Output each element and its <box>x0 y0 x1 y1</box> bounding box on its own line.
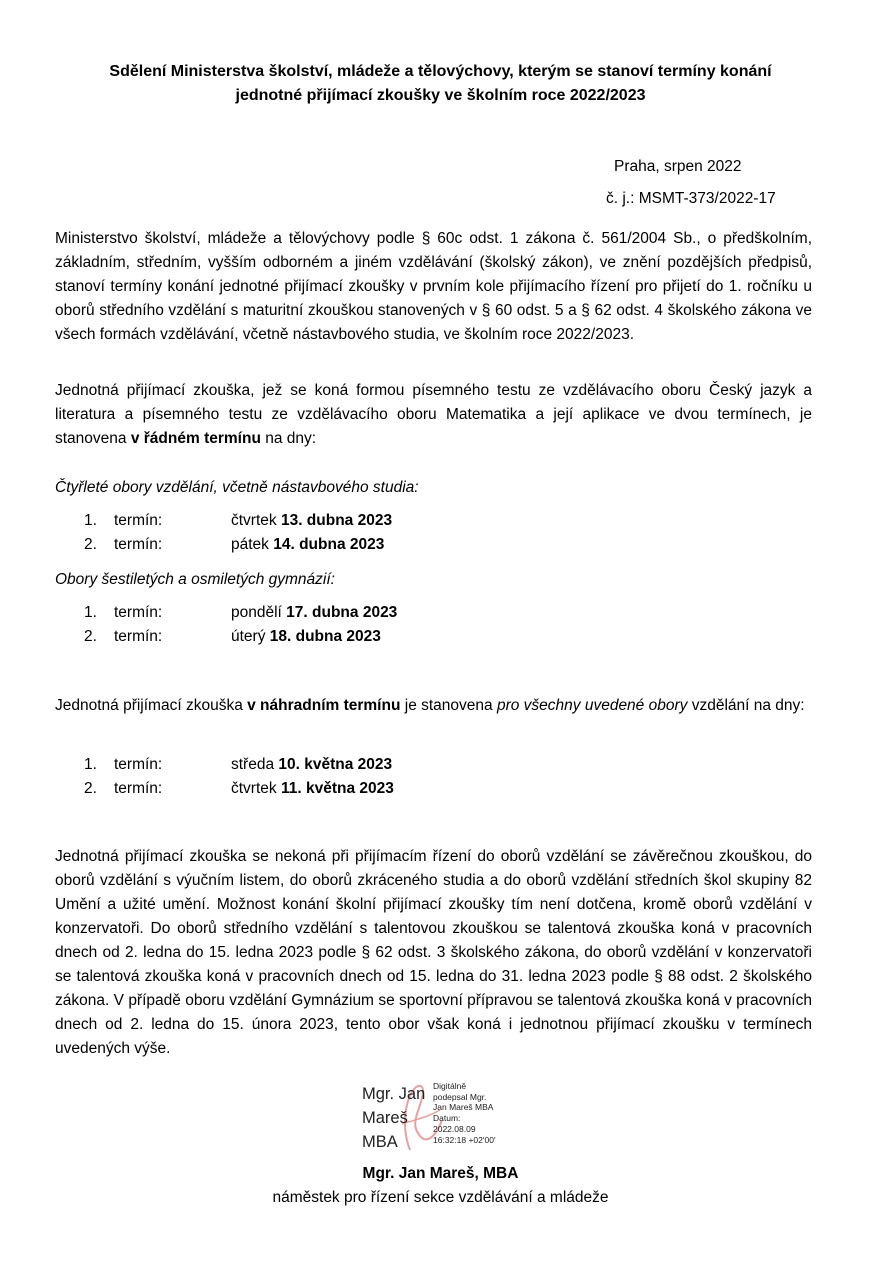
paragraph-regular-term-text: Jednotná přijímací zkouška, jež se koná formou písemného testu ze vzdělávacího oboru Český jazyk a literatura a písemného testu ze vzdělávacího oboru Matematika a její aplikace ve dvou termínech, je stanovena <box>55 382 812 447</box>
list-item-date <box>231 778 394 800</box>
weekday: středa <box>231 756 279 773</box>
section-four-year-heading: Čtyřleté obory vzdělání, včetně nástavbového studia: <box>55 479 419 496</box>
list-item-number: 2. <box>84 536 97 553</box>
regular-term-emphasis: v řádném termínu <box>130 430 261 447</box>
list-item-label: termín: <box>114 756 163 773</box>
weekday: pondělí <box>231 604 287 621</box>
section-gymnasium-heading: Obory šestiletých a osmiletých gymnázií: <box>55 571 335 588</box>
document-title <box>40 60 841 108</box>
signature-name-line: Mgr. Jan <box>362 1085 426 1103</box>
signature-detail-line: Jan Mareš MBA <box>433 1102 494 1113</box>
list-item-number: 2. <box>84 628 97 645</box>
list-item-number: 1. <box>84 512 97 529</box>
reference-number: č. j.: MSMT-373/2022-17 <box>606 190 776 207</box>
list-item-date <box>231 626 381 648</box>
paragraph-exceptions: Jednotná přijímací zkouška se nekoná při přijímacím řízení do oborů vzdělání se závěrečnou zkouškou, do oborů vzdělání s výučním listem, do oborů zkráceného studia a do oborů vzdělání středních škol skupiny 82 Umění a užité umění. Možnost konání školní přijímací zkoušky tím není dotčena, kromě oborů vzdělání v konzervatoři. Do oborů středního vzdělání s talentovou zkouškou se talentová zkouška koná v pracovních dnech od 2. ledna do 15. ledna 2023 podle § 62 odst. 3 školského zákona, do oborů vzdělání v konzervatoři se talentová zkouška koná v pracovních dnech od 15. ledna do 31. ledna 2023 podle § 88 odst. 2 školského zákona. V případě oboru vzdělání Gymnázium se sportovní přípravou se talentová zkouška koná v pracovních dnech od 2. ledna do 15. února 2023, tento obor však koná i jednotnou přijímací zkoušku v termínech uvedených výše. <box>55 848 812 1057</box>
paragraph-intro: Ministerstvo školství, mládeže a tělovýchovy podle § 60c odst. 1 zákona č. 561/2004 Sb., o předškolním, základním, středním, vyšším odborném a jiném vzdělávání (školský zákon), ve znění pozdějších předpisů, stanoví termíny konání jednotné přijímací zkoušky v prvním kole přijímacího řízení pro přijetí do 1. ročníku u oborů středního vzdělání s maturitní zkouškou stanovených v § 60 odst. 5 a § 62 odst. 4 školského zákona ve všech formách vzdělávání, včetně nástavbového studia, ve školním roce 2022/2023. <box>55 230 812 343</box>
list-item-date <box>231 602 397 624</box>
list-item-date <box>231 754 392 776</box>
signature-detail-line: Datum: <box>433 1113 461 1124</box>
title-line-1: Sdělení Ministerstva školství, mládeže a tělovýchovy, kterým se stanoví termíny konání <box>109 63 772 80</box>
date: 17. dubna 2023 <box>286 604 398 621</box>
signature-detail-line: 2022.08.09 <box>433 1123 476 1134</box>
weekday: čtvrtek <box>231 780 281 797</box>
digital-signature-name <box>362 1082 425 1154</box>
place-date: Praha, srpen 2022 <box>614 158 742 175</box>
substitute-term-emphasis: v náhradním termínu <box>247 697 401 714</box>
paragraph-substitute-term-end: vzdělání na dny: <box>687 697 805 714</box>
list-item-label: termín: <box>114 536 163 553</box>
digital-signature-details <box>433 1081 496 1145</box>
date: 13. dubna 2023 <box>280 512 393 529</box>
signature-name-line: Mareš <box>362 1109 408 1127</box>
paragraph-regular-term-end: na dny: <box>260 430 317 447</box>
list-item-label: termín: <box>114 604 163 621</box>
weekday: čtvrtek <box>231 512 281 529</box>
list-item-label: termín: <box>114 780 163 797</box>
date: 14. dubna 2023 <box>273 536 385 553</box>
list-item-label: termín: <box>114 512 163 529</box>
list-item-number: 2. <box>84 780 97 797</box>
list-item-date <box>231 510 392 532</box>
signature-name-line: MBA <box>362 1133 398 1151</box>
paragraph-substitute-term-mid: je stanovena <box>400 697 497 714</box>
signature-detail-line: Digitálně <box>433 1081 467 1091</box>
signature-detail-line: 16:32:18 +02'00' <box>433 1134 496 1145</box>
list-item-date <box>231 534 384 556</box>
paragraph-substitute-term <box>55 694 812 718</box>
title-line-2: jednotné přijímací zkoušky ve školním roce 2022/2023 <box>235 87 646 104</box>
date: 11. května 2023 <box>280 780 394 797</box>
signature-detail-line: podepsal Mgr. <box>433 1091 487 1102</box>
date: 18. dubna 2023 <box>269 628 381 645</box>
list-item-number: 1. <box>84 756 97 773</box>
date: 10. května 2023 <box>278 756 393 773</box>
all-fields-emphasis: pro všechny uvedené obory <box>496 697 688 714</box>
weekday: úterý <box>231 628 270 645</box>
signer-role: náměstek pro řízení sekce vzdělávání a mládeže <box>272 1189 609 1206</box>
list-item-label: termín: <box>114 628 163 645</box>
signer-name: Mgr. Jan Mareš, MBA <box>362 1165 519 1182</box>
list-item-number: 1. <box>84 604 97 621</box>
weekday: pátek <box>231 536 274 553</box>
paragraph-regular-term <box>55 379 812 451</box>
paragraph-substitute-term-text: Jednotná přijímací zkouška <box>55 697 248 714</box>
